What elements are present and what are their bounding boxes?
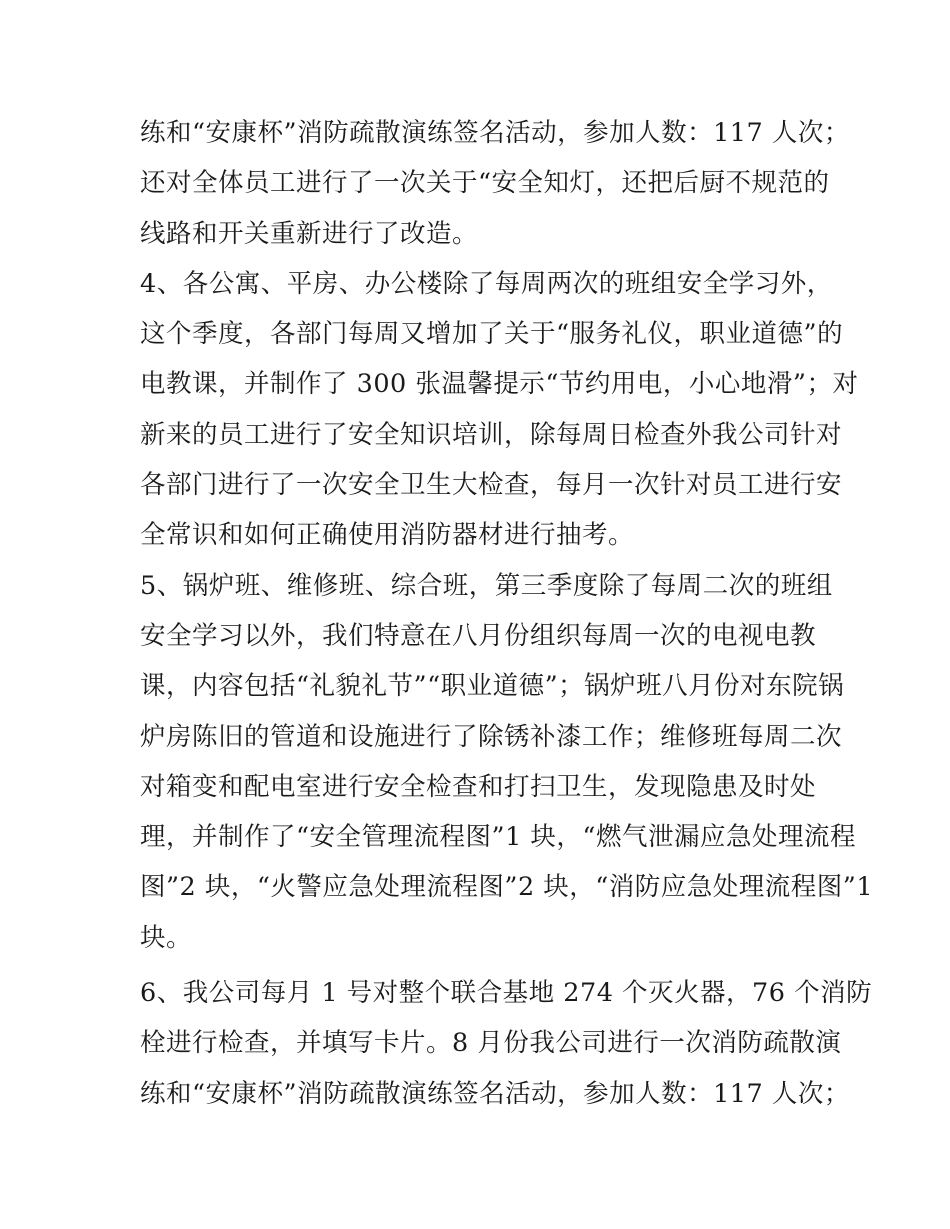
text-line: 练和“安康杯”消防疏散演练签名活动，参加人数：117 人次； [140,118,850,148]
text-line: 还对全体员工进行了一次关于“安全知灯，还把后厨不规范的 [140,168,830,199]
document-body [140,108,874,1119]
text-line: 电教课，并制作了 300 张温馨提示“节约用电，小心地滑”；对 [140,369,859,400]
text-line: 这个季度，各部门每周又增加了关于“服务礼仪，职业道德”的 [140,319,844,350]
text-line: 块。 [140,922,193,953]
text-line: 栓进行检查，并填写卡片。8 月份我公司进行一次消防疏散演 [140,1028,842,1059]
text-line: 图”2 块，“火警应急处理流程图”2 块，“消防应急处理流程图”1 [140,872,874,903]
paragraph-6-start: 6、我公司每月 1 号对整个联合基地 274 个灭火器，76 个消防 [140,978,873,1009]
text-line: 课，内容包括“礼貌礼节”“职业道德”；锅炉班八月份对东院锅 [140,671,845,702]
text-line: 理，并制作了“安全管理流程图”1 块，“燃气泄漏应急处理流程 [140,822,856,853]
text-line: 安全学习以外，我们特意在八月份组织每周一次的电视电教 [140,620,817,651]
text-line: 练和“安康杯”消防疏散演练签名活动，参加人数：117 人次； [140,1078,850,1109]
text-line: 对箱变和配电室进行安全检查和打扫卫生，发现隐患及时处 [140,771,817,802]
paragraph-4-start: 4、各公寓、平房、办公楼除了每周两次的班组安全学习外， [140,268,833,299]
text-line: 炉房陈旧的管道和设施进行了除锈补漆工作；维修班每周二次 [140,721,843,752]
text-line: 全常识和如何正确使用消防器材进行抽考。 [140,520,635,551]
paragraph-5-start: 5、锅炉班、维修班、综合班，第三季度除了每周二次的班组 [140,570,833,601]
text-line: 各部门进行了一次安全卫生大检查，每月一次针对员工进行安 [140,470,843,501]
text-line: 新来的员工进行了安全知识培训，除每周日检查外我公司针对 [140,419,843,450]
text-line: 线路和开关重新进行了改造。 [140,218,479,249]
